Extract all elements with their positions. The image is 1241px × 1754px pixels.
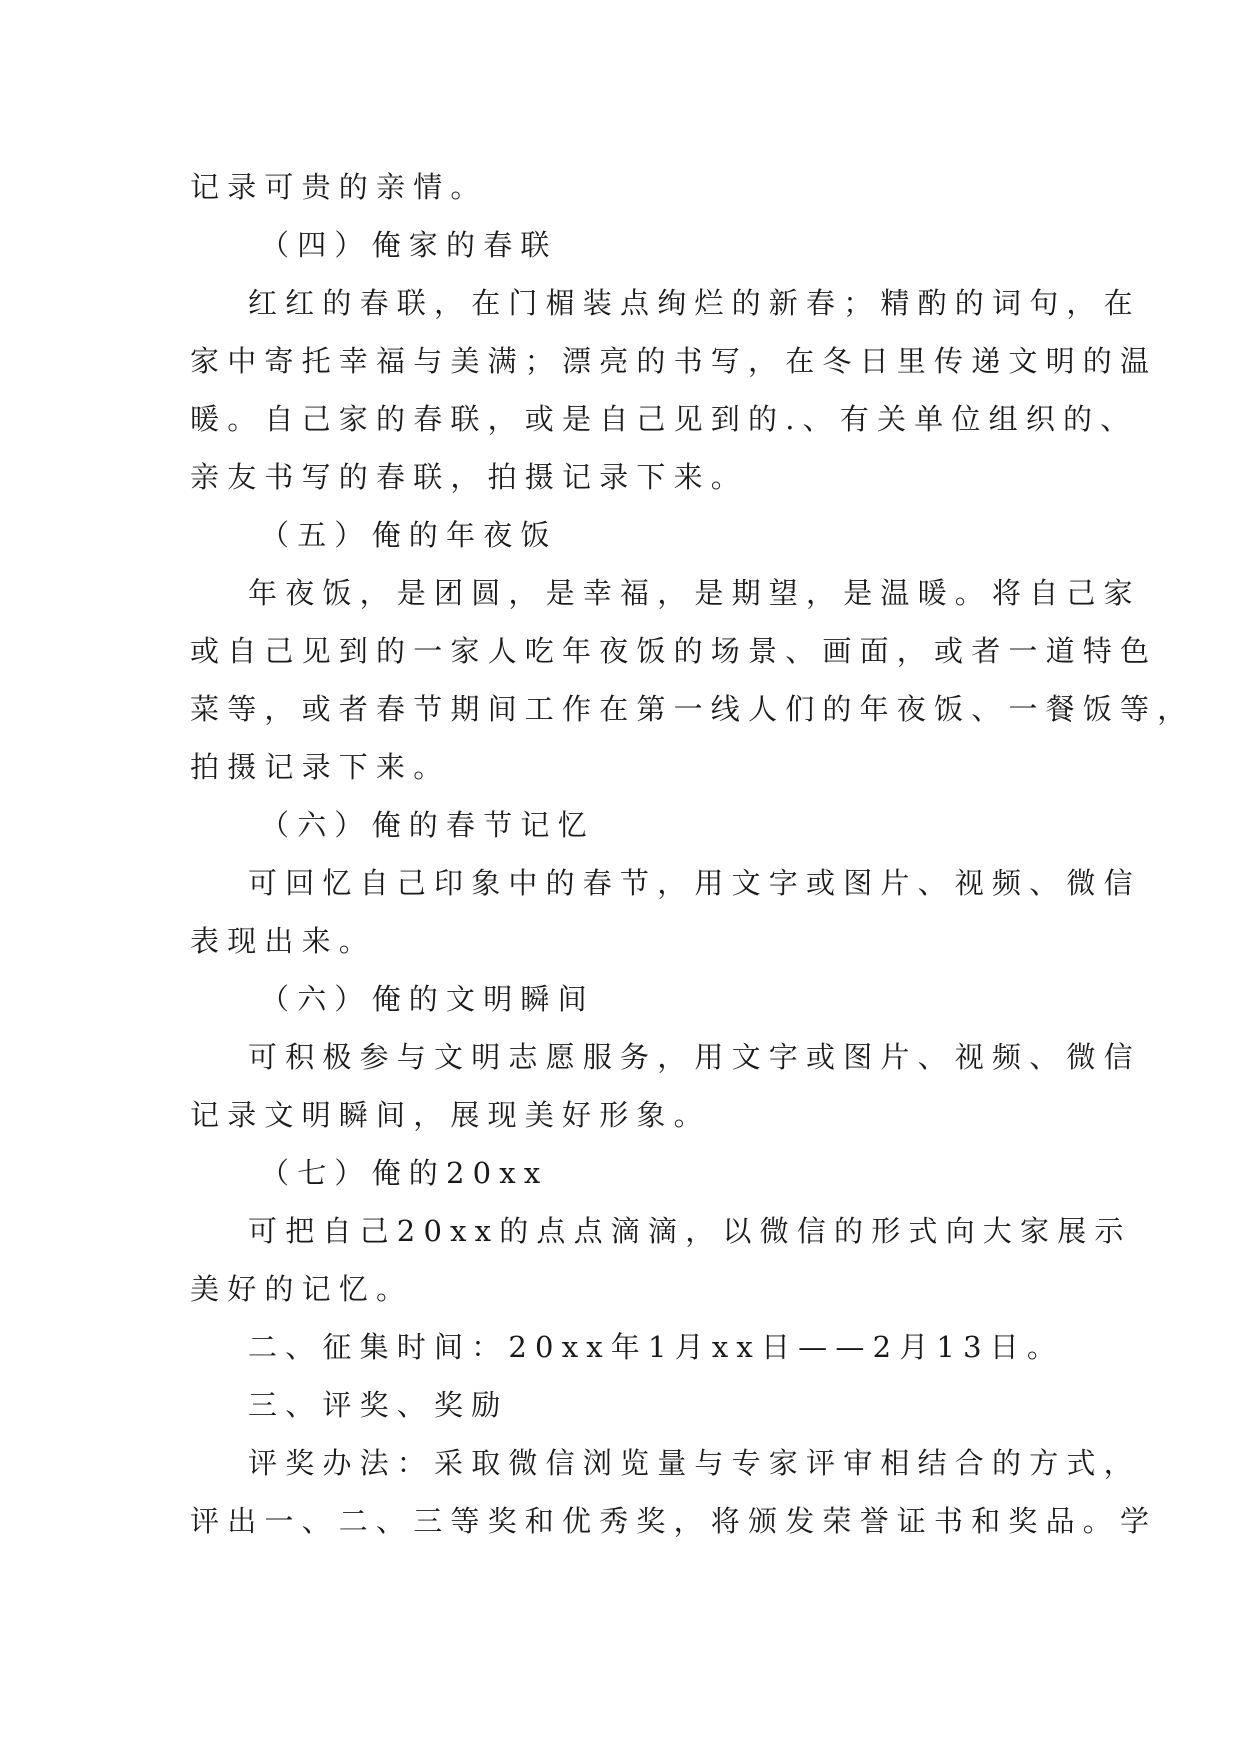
- text-line: 记录可贵的亲情。: [190, 170, 488, 204]
- paragraph-line: 评奖办法：采取微信浏览量与专家评审相结合的方式，: [248, 1446, 1141, 1480]
- text-line: 家中寄托幸福与美满；漂亮的书写，在冬日里传递文明的温: [190, 344, 1158, 378]
- paragraph-line: 三、评奖、奖励: [248, 1388, 509, 1422]
- section-heading: （七）俺的20xx: [260, 1156, 549, 1190]
- section-heading: （四）俺家的春联: [260, 228, 558, 262]
- paragraph-line: 可积极参与文明志愿服务，用文字或图片、视频、微信: [248, 1040, 1141, 1074]
- text-line: 亲友书写的春联，拍摄记录下来。: [190, 460, 749, 494]
- paragraph-line: 二、征集时间：20xx年1月xx日——2月13日。: [248, 1330, 1065, 1364]
- text-line: 拍摄记录下来。: [190, 750, 451, 784]
- text-line: 表现出来。: [190, 924, 377, 958]
- paragraph-line: 可回忆自己印象中的春节，用文字或图片、视频、微信: [248, 866, 1141, 900]
- text-line: 记录文明瞬间，展现美好形象。: [190, 1098, 711, 1132]
- text-line: 菜等，或者春节期间工作在第一线人们的年夜饭、一餐饭等，: [190, 692, 1195, 726]
- section-heading: （六）俺的文明瞬间: [260, 982, 595, 1016]
- text-line: 美好的记忆。: [190, 1272, 414, 1306]
- section-heading: （五）俺的年夜饭: [260, 518, 558, 552]
- paragraph-line: 年夜饭，是团圆，是幸福，是期望，是温暖。将自己家: [248, 576, 1141, 610]
- text-line: 暖。自己家的春联，或是自己见到的.、有关单位组织的、: [190, 402, 1138, 436]
- paragraph-line: 可把自己20xx的点点滴滴，以微信的形式向大家展示: [248, 1214, 1132, 1248]
- paragraph-line: 红红的春联，在门楣装点绚烂的新春；精酌的词句，在: [248, 286, 1141, 320]
- section-heading: （六）俺的春节记忆: [260, 808, 595, 842]
- document-page: [190, 158, 1195, 1550]
- text-line: 评出一、二、三等奖和优秀奖，将颁发荣誉证书和奖品。学: [190, 1504, 1158, 1538]
- text-line: 或自己见到的一家人吃年夜饭的场景、画面，或者一道特色: [190, 634, 1158, 668]
